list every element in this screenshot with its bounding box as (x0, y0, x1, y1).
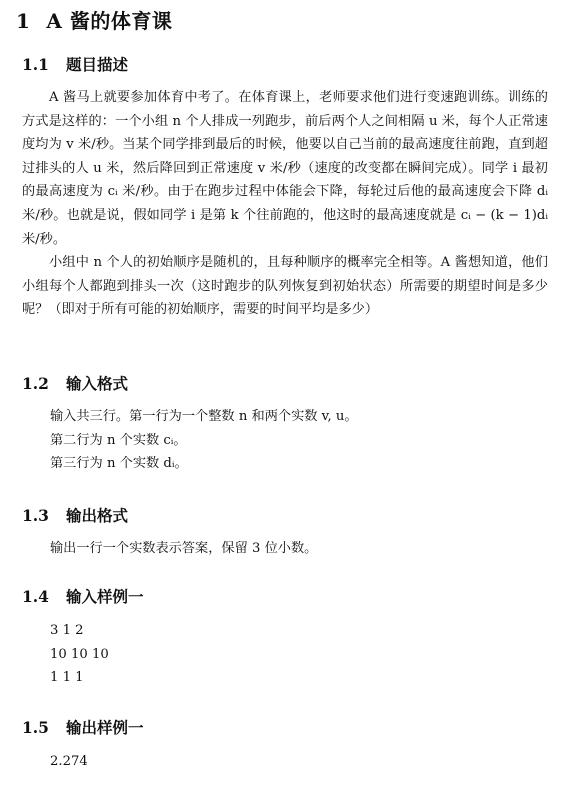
output-format-line: 输出一行一个实数表示答案，保留 3 位小数。 (50, 541, 318, 556)
input-format-line: 输入共三行。第一行为一个整数 n 和两个实数 v, u。 (50, 409, 358, 424)
sample-output-block (50, 750, 88, 774)
section-title: 输入格式 (66, 374, 129, 393)
description-paragraph-1: A 酱马上就要参加体育中考了。在体育课上，老师要求他们进行变速跑训练。训练的方式是这样的：一个小组 n 个人排成一列跑步，前后两个人之间相隔 u 米，每个人正常速度均为 v 米/秒。当某个同学排到最后的时候，他要以自己当前的最高速度往前跑，直到超过排头的人 u 米，然后降回到正常速度 v 米/秒（速度的改变都在瞬间完成）。同学 i 最初的最高速度为 cᵢ 米/秒。由于在跑步过程中体能会下降，每轮过后他的最高速度会下降 dᵢ 米/秒。也就是说，假如同学 i 是第 k 个往前跑的，他这时的最高速度就是 cᵢ − (k − 1)dᵢ 米/秒。 (22, 90, 548, 247)
section-heading-sample-input (22, 585, 144, 607)
section-number: 1.2 (22, 374, 49, 393)
section-title: 输入样例一 (66, 587, 144, 606)
sample-input-line: 3 1 2 (50, 623, 84, 638)
input-format-line: 第二行为 n 个实数 cᵢ。 (50, 432, 187, 448)
section-heading-output (22, 504, 128, 526)
section-title: 输出样例一 (66, 718, 144, 737)
section-heading-input (22, 372, 128, 394)
section-heading-description (22, 53, 128, 75)
input-format-block (50, 405, 358, 476)
title-number: 1 (16, 9, 31, 33)
sample-output-line: 2.274 (50, 754, 88, 769)
section-number: 1.3 (22, 506, 49, 525)
sample-input-line: 1 1 1 (50, 670, 84, 686)
page-title (16, 5, 172, 34)
sample-input-block (50, 619, 109, 690)
section-heading-sample-output (22, 716, 144, 738)
input-format-line: 第三行为 n 个实数 dᵢ。 (50, 456, 188, 472)
section-title: 输出格式 (66, 506, 129, 525)
description-paragraph-2: 小组中 n 个人的初始顺序是随机的，且每种顺序的概率完全相等。A 酱想知道，他们小组每个人都跑到排头一次（这时跑步的队列恢复到初始状态）所需要的期望时间是多少呢？（即对于所有可能的初始顺序，需要的时间平均是多少） (22, 255, 548, 318)
sample-input-line: 10 10 10 (50, 646, 109, 662)
output-format-block (50, 537, 317, 561)
section-number: 1.5 (22, 718, 49, 737)
title-text: A 酱的体育课 (46, 9, 173, 33)
section-number: 1.4 (22, 587, 49, 606)
section-number: 1.1 (22, 55, 49, 74)
section-title: 题目描述 (66, 55, 129, 74)
